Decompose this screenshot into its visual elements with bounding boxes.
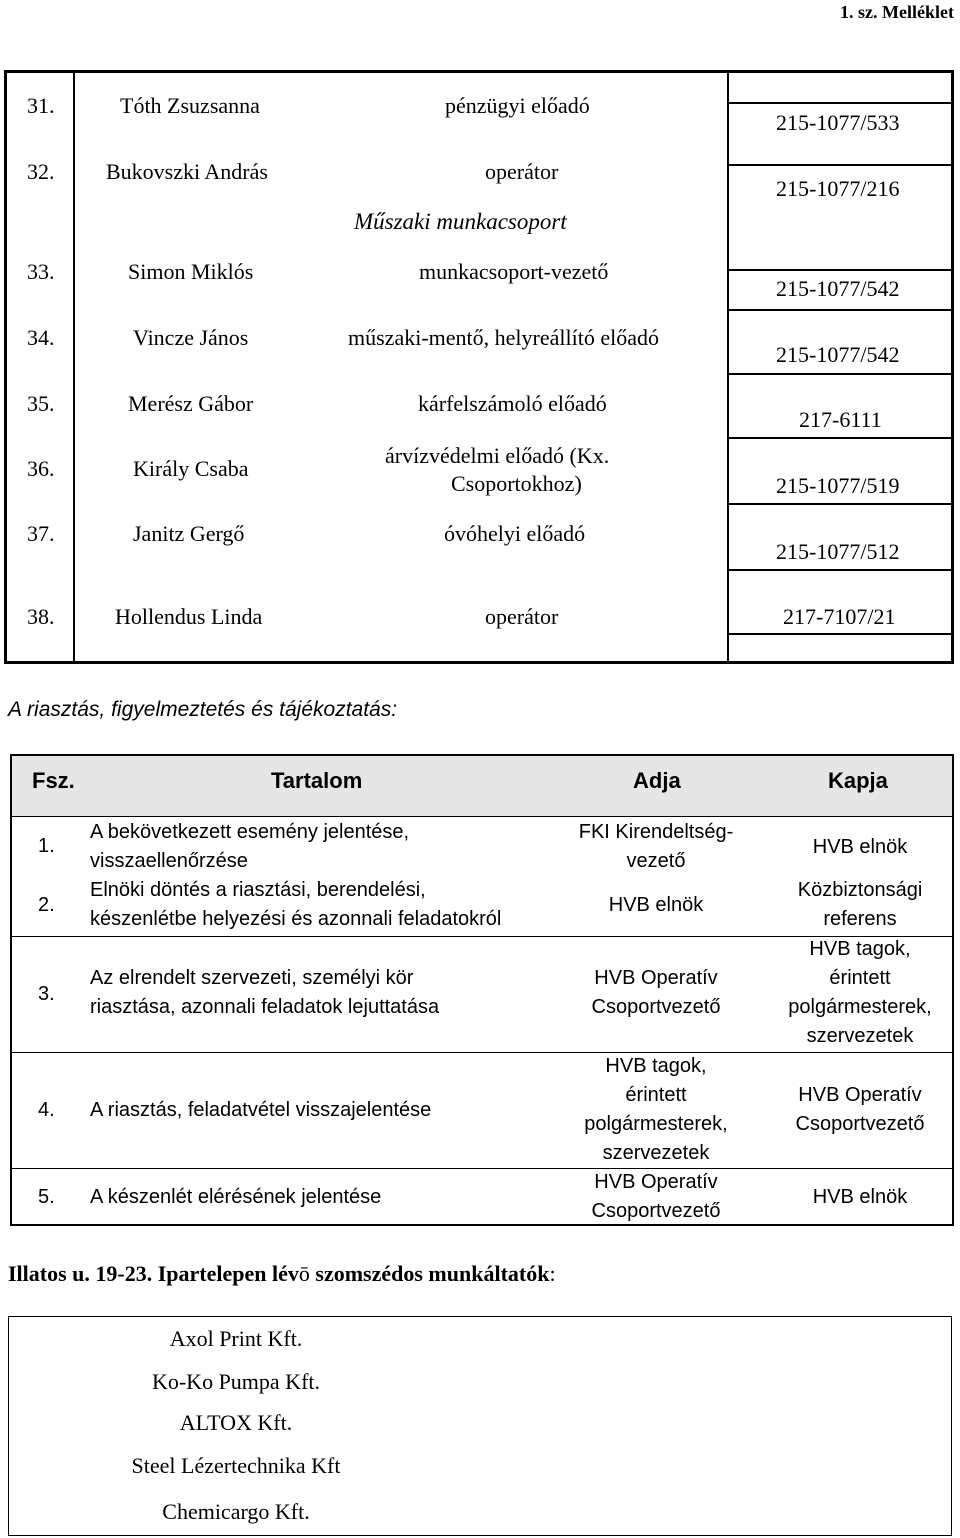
staff-role: operátor xyxy=(485,159,559,184)
row-content: Az elrendelt szervezeti, személyi kör xyxy=(90,967,414,989)
row-giver: szervezetek xyxy=(602,1142,710,1164)
row-divider xyxy=(12,1168,952,1169)
row-number: 37. xyxy=(27,521,55,546)
row-number: 32. xyxy=(27,159,55,184)
column-divider xyxy=(73,73,75,661)
column-divider xyxy=(727,73,729,661)
row-receiver: HVB tagok, xyxy=(809,938,911,960)
staff-phone: 215-1077/512 xyxy=(776,539,900,564)
row-giver: HVB Operatív xyxy=(594,1171,718,1193)
neighbor-company: Steel Lézertechnika Kft xyxy=(131,1453,341,1478)
neighbor-company: Ko-Ko Pumpa Kft. xyxy=(151,1369,321,1394)
staff-phone: 215-1077/542 xyxy=(776,276,900,301)
staff-role: Csoportokhoz) xyxy=(451,471,582,496)
staff-role: műszaki-mentő, helyreállító előadó xyxy=(348,325,659,350)
staff-role: munkacsoport-vezető xyxy=(419,259,609,284)
row-number: 5. xyxy=(38,1186,55,1208)
annex-label: 1. sz. Melléklet xyxy=(840,2,954,22)
staff-phone: 217-6111 xyxy=(799,407,882,432)
row-content: készenlétbe helyezési és azonnali feladatokról xyxy=(90,908,502,930)
row-content: Elnöki döntés a riasztási, berendelési, xyxy=(90,879,426,901)
header-divider xyxy=(12,816,952,817)
staff-name: Janitz Gergő xyxy=(133,521,245,546)
row-content: A bekövetkezett esemény jelentése, xyxy=(90,821,410,843)
staff-name: Király Csaba xyxy=(133,456,249,481)
row-number: 31. xyxy=(27,93,55,118)
row-divider xyxy=(727,269,951,271)
row-giver: érintett xyxy=(625,1084,687,1106)
staff-name: Tóth Zsuzsanna xyxy=(120,93,260,118)
row-giver: HVB elnök xyxy=(608,894,704,916)
row-number: 38. xyxy=(27,604,55,629)
staff-role: pénzügyi előadó xyxy=(445,93,590,118)
row-number: 2. xyxy=(38,894,55,916)
row-receiver: szervezetek xyxy=(806,1025,914,1047)
row-content: visszaellenőrzése xyxy=(90,850,248,872)
staff-role: operátor xyxy=(485,604,559,629)
row-divider xyxy=(727,373,951,375)
row-receiver: Csoportvezető xyxy=(795,1113,925,1135)
staff-role: árvízvédelmi előadó (Kx. xyxy=(385,443,610,468)
staff-name: Vincze János xyxy=(133,325,249,350)
row-giver: HVB tagok, xyxy=(605,1055,707,1077)
group-heading: Műszaki munkacsoport xyxy=(354,209,567,234)
row-number: 33. xyxy=(27,259,55,284)
staff-phone: 215-1077/519 xyxy=(776,473,900,498)
row-number: 34. xyxy=(27,325,55,350)
section-title: A riasztás, figyelmeztetés és tájékoztatás: xyxy=(8,698,398,721)
staff-phone: 215-1077/542 xyxy=(776,342,900,367)
neighbors-title-glyph: ō xyxy=(298,1261,310,1286)
header-giver: Adja xyxy=(633,768,681,793)
row-divider xyxy=(12,1052,952,1053)
row-divider xyxy=(727,309,951,311)
row-divider xyxy=(727,437,951,439)
row-giver: Csoportvezető xyxy=(591,996,721,1018)
row-receiver: érintett xyxy=(829,967,891,989)
staff-phone: 215-1077/216 xyxy=(776,176,900,201)
header-content: Tartalom xyxy=(271,768,363,793)
row-giver: vezető xyxy=(626,850,686,872)
row-number: 3. xyxy=(38,983,55,1005)
neighbors-title-colon: : xyxy=(549,1261,556,1286)
row-content: A riasztás, feladatvétel visszajelentése xyxy=(90,1099,432,1121)
header-receiver: Kapja xyxy=(828,768,888,793)
row-receiver: HVB elnök xyxy=(812,836,908,858)
staff-name: Bukovszki András xyxy=(106,159,268,184)
row-number: 35. xyxy=(27,391,55,416)
staff-role: óvóhelyi előadó xyxy=(444,521,586,546)
row-number: 1. xyxy=(38,835,55,857)
row-giver: FKI Kirendeltség- xyxy=(578,821,734,843)
row-giver: polgármesterek, xyxy=(584,1113,728,1135)
staff-name: Hollendus Linda xyxy=(115,604,263,629)
neighbors-title xyxy=(8,1261,556,1287)
row-divider xyxy=(727,102,951,104)
header-num: Fsz. xyxy=(32,768,75,793)
row-divider xyxy=(727,633,951,635)
row-divider xyxy=(727,503,951,505)
row-giver: Csoportvezető xyxy=(591,1200,721,1222)
row-receiver: HVB elnök xyxy=(812,1186,908,1208)
row-number: 4. xyxy=(38,1099,55,1121)
staff-name: Merész Gábor xyxy=(128,391,254,416)
table-header xyxy=(12,756,952,816)
row-number: 36. xyxy=(27,456,55,481)
neighbor-company: Chemicargo Kft. xyxy=(162,1499,310,1524)
row-receiver: polgármesterek, xyxy=(788,996,932,1018)
row-content: A készenlét elérésének jelentése xyxy=(90,1186,382,1208)
neighbors-title-part: szomszédos munkáltatók xyxy=(309,1261,550,1286)
row-content: riasztása, azonnali feladatok lejuttatása xyxy=(90,996,440,1018)
neighbor-company: ALTOX Kft. xyxy=(179,1410,293,1435)
neighbor-company: Axol Print Kft. xyxy=(169,1326,303,1351)
staff-name: Simon Miklós xyxy=(128,259,254,284)
row-receiver: HVB Operatív xyxy=(798,1084,922,1106)
row-divider xyxy=(727,569,951,571)
staff-phone: 217-7107/21 xyxy=(783,604,896,629)
row-divider xyxy=(727,164,951,166)
neighbors-title-part: Illatos u. 19-23. Ipartelepen lév xyxy=(8,1261,299,1286)
row-giver: HVB Operatív xyxy=(594,967,718,989)
row-receiver: referens xyxy=(823,908,897,930)
staff-role: kárfelszámoló előadó xyxy=(418,391,607,416)
staff-phone: 215-1077/533 xyxy=(776,110,900,135)
row-receiver: Közbiztonsági xyxy=(797,879,923,901)
